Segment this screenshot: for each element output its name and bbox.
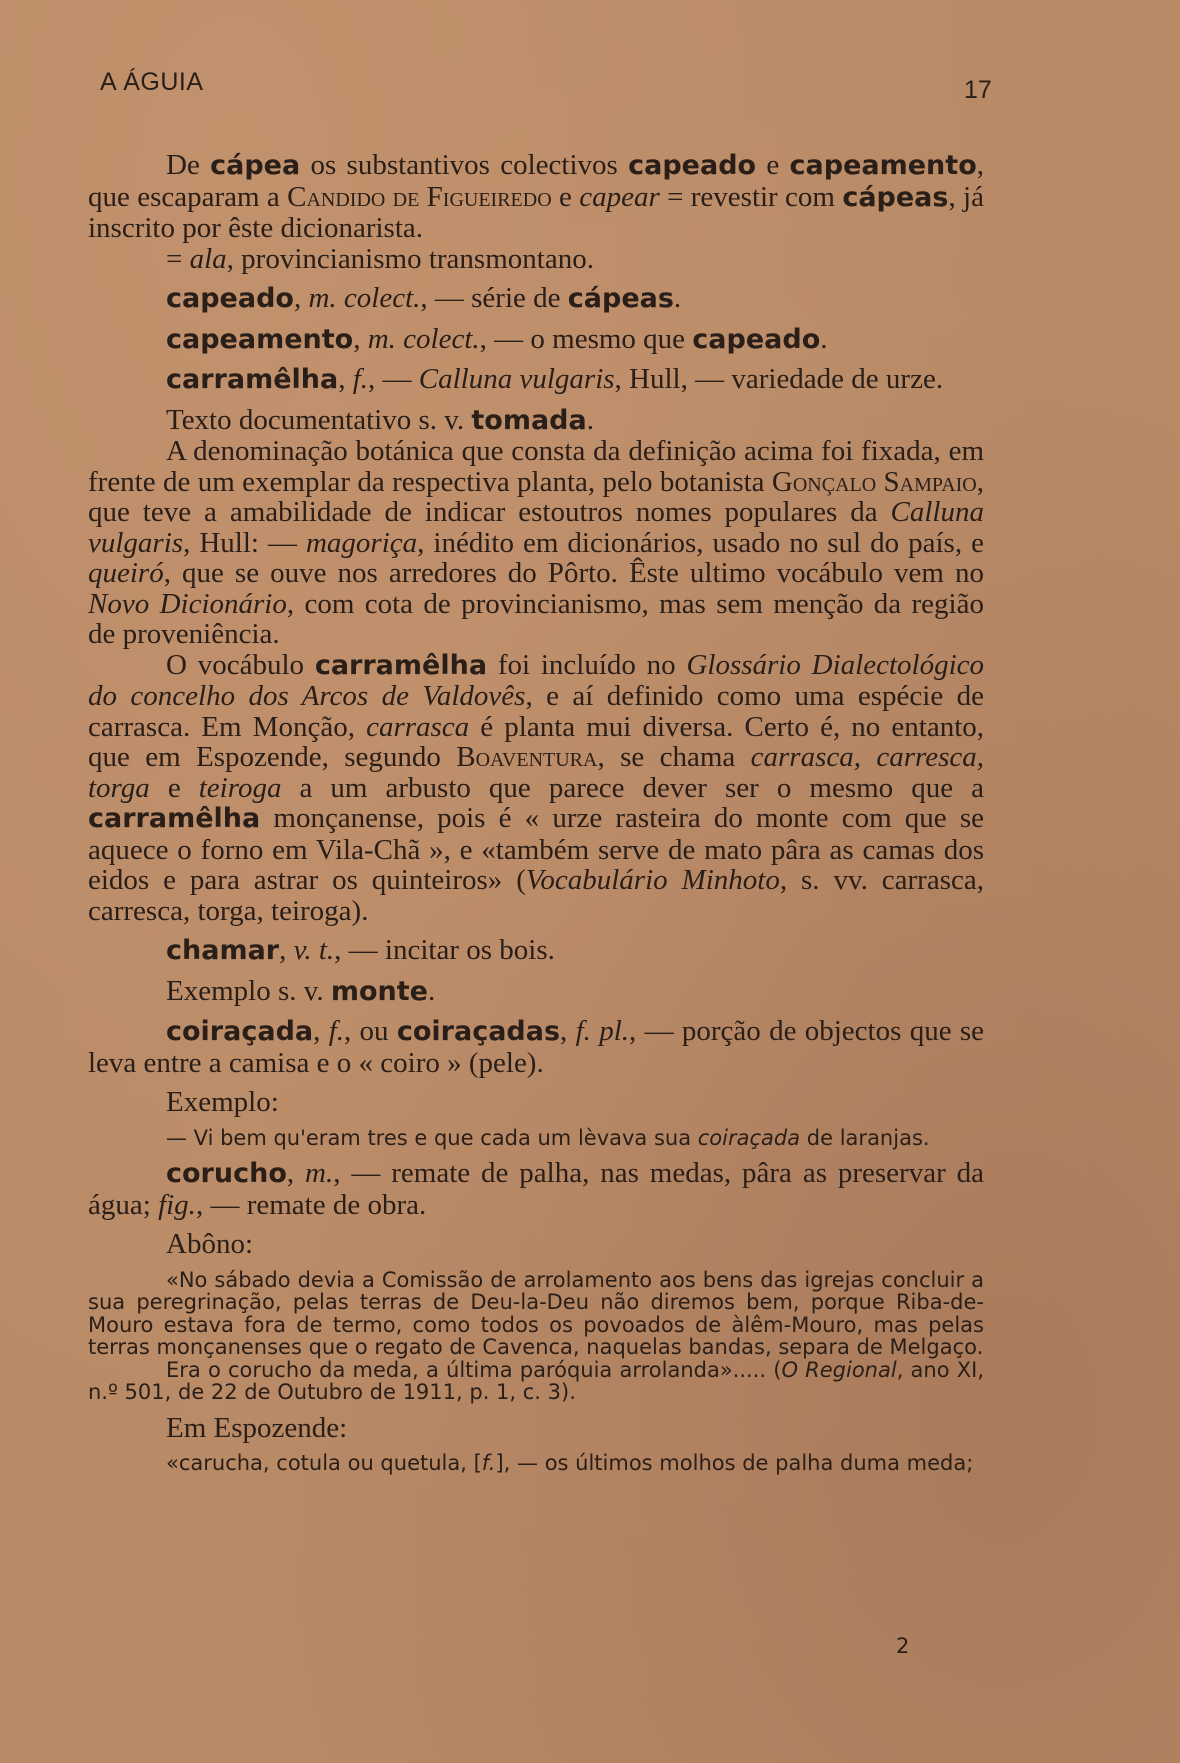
page-number: 17 bbox=[964, 76, 992, 104]
text-run: «No sábado devia a Comissão de arrolamento aos bens das igrejas concluir a sua peregrinação, pelas terras de Deu-la-Deu não diremos bem, porque Riba-de-Mouro estava fora de termo, como todos os povoados de àlêm-Mouro, mas pelas terras monçanenses que o regato de Cavenca, naquelas bandas, separa de Melgaço. bbox=[88, 1267, 984, 1359]
italic-term: fig. bbox=[158, 1188, 196, 1221]
signature-mark: 2 bbox=[896, 1634, 910, 1658]
text-run: , — série de bbox=[420, 282, 568, 314]
text-run: , — remate de obra. bbox=[195, 1188, 427, 1221]
italic-term: Calluna vulgaris bbox=[418, 363, 615, 395]
headword: monte bbox=[330, 975, 428, 1007]
italic-term: m. colect. bbox=[367, 322, 480, 355]
small-caps-name: Boaventura bbox=[456, 741, 598, 773]
headword: cápeas bbox=[567, 283, 674, 314]
text-run: , que escaparam a bbox=[88, 149, 984, 213]
text-run: Exemplo: bbox=[166, 1086, 279, 1118]
headword: cápeas bbox=[842, 181, 949, 213]
text-run: Texto documentativo s. v. bbox=[166, 403, 472, 436]
headword: cápea bbox=[210, 150, 301, 181]
text-run: . bbox=[427, 974, 436, 1007]
italic-term: Calluna vulgaris bbox=[88, 496, 984, 559]
headword: capeamento bbox=[789, 150, 977, 181]
text-run: , bbox=[560, 1015, 576, 1047]
headword: capeado bbox=[166, 283, 294, 314]
italic-term: m. bbox=[305, 1157, 334, 1189]
text-run: de laranjas. bbox=[800, 1125, 930, 1150]
text-run: , inédito em dicionários, usado no sul do país, e bbox=[417, 526, 984, 559]
headword: capeamento bbox=[166, 323, 354, 355]
text-run: ], — os últimos molhos de palha duma meda; bbox=[495, 1451, 974, 1475]
italic-term: Glossário Dialectológico do concelho dos Arcos de Valdovês bbox=[88, 648, 984, 712]
text-run: , bbox=[353, 322, 368, 355]
dictionary-entry bbox=[88, 935, 984, 967]
text-run: , bbox=[293, 282, 309, 314]
italic-term: ala bbox=[189, 242, 227, 275]
quotation bbox=[88, 1269, 984, 1359]
dictionary-entry bbox=[88, 324, 984, 356]
text-run: A denominação botánica que consta da definição acima foi fixada, em frente de um exemplar da respectiva planta, pelo botanista bbox=[88, 435, 984, 498]
text-run: , s. vv. carrasca, carresca, torga, teiroga). bbox=[88, 864, 984, 927]
italic-term: magoriça bbox=[305, 526, 418, 559]
text-run: Abôno: bbox=[166, 1228, 253, 1260]
text-run: , — o mesmo que bbox=[479, 322, 693, 355]
text-run: , bbox=[279, 934, 294, 966]
text-run: , e aí definido como uma espécie de carrasca. Em Monção, bbox=[88, 680, 984, 743]
headword: carramêlha bbox=[166, 364, 339, 395]
italic-term: carrasca, carresca, torga bbox=[88, 741, 984, 804]
text-run: , com cota de provincianismo, mas sem menção da região de proveniência. bbox=[88, 587, 984, 650]
text-run: . bbox=[673, 282, 682, 314]
text-run: , ano XI, n.º 501, de 22 de Outubro de 1911, p. 1, c. 3). bbox=[88, 1357, 984, 1404]
paragraph bbox=[88, 1087, 984, 1118]
text-run: e bbox=[551, 180, 580, 213]
text-run: = revestir com bbox=[659, 180, 843, 213]
text-run: , se chama bbox=[597, 741, 751, 773]
headword: carramêlha bbox=[88, 803, 261, 834]
italic-term: m. colect. bbox=[308, 282, 421, 314]
dictionary-entry bbox=[88, 1016, 984, 1078]
headword: capeado bbox=[628, 150, 757, 181]
text-run: , — porção de objectos que se leva entre a camisa e o « coiro » (pele). bbox=[88, 1015, 985, 1079]
paragraph bbox=[88, 1229, 984, 1260]
italic-term: v. t. bbox=[293, 934, 335, 966]
text-run: , já inscrito por êste dicionarista. bbox=[88, 180, 984, 244]
italic-term: carrasca bbox=[366, 710, 470, 743]
text-run: , Hull, — variedade de urze. bbox=[614, 363, 944, 395]
text-run: , bbox=[338, 363, 353, 395]
text-run: é planta mui diversa. Certo é, no entanto, que em Espozende, segundo bbox=[88, 710, 984, 773]
text-run: monçanense, pois é « urze rasteira do monte com que se aquece o forno em Vila-Chã », e «também serve de mato pâra as camas dos eidos e para astrar os quinteiros» ( bbox=[88, 802, 984, 896]
paragraph bbox=[88, 436, 984, 650]
text-run: , bbox=[286, 1157, 306, 1189]
italic-term: queiró bbox=[88, 557, 164, 589]
italic-term: teiroga bbox=[198, 771, 282, 804]
headword: coiraçadas bbox=[396, 1016, 561, 1047]
text-run: Era o corucho da meda, a última paróquia arrolanda»..... ( bbox=[166, 1357, 782, 1382]
text-run: e bbox=[756, 149, 790, 181]
text-run: e bbox=[149, 771, 199, 804]
text-run: . bbox=[820, 322, 828, 355]
italic-term: Novo Dicionário bbox=[88, 587, 287, 620]
text-run: , — bbox=[368, 363, 419, 395]
text-run: Em Espozende: bbox=[166, 1411, 348, 1444]
page-body bbox=[88, 150, 984, 1475]
text-run: O vocábulo bbox=[166, 648, 315, 681]
headword: corucho bbox=[166, 1158, 287, 1189]
small-caps-name: Gonçalo Sampaio bbox=[771, 465, 977, 498]
running-title: A ÁGUIA bbox=[100, 68, 204, 96]
quotation bbox=[88, 1127, 984, 1150]
text-run: . bbox=[586, 403, 594, 436]
text-run: De bbox=[166, 149, 211, 181]
italic-term: f. bbox=[352, 363, 369, 395]
text-run: , que se ouve nos arredores do Pôrto. Êste ultimo vocábulo vem no bbox=[163, 557, 984, 589]
headword: coiraçada bbox=[166, 1016, 314, 1047]
quotation bbox=[88, 1452, 984, 1475]
italic-term: f. pl. bbox=[575, 1015, 630, 1047]
small-caps-name: Candido de Figueiredo bbox=[287, 180, 552, 213]
italic-term: coiraçada bbox=[697, 1125, 801, 1150]
paragraph bbox=[88, 405, 984, 437]
text-run: , que teve a amabilidade de indicar estoutros nomes populares da bbox=[88, 465, 984, 528]
headword: tomada bbox=[471, 404, 587, 436]
text-run: , bbox=[313, 1015, 329, 1047]
italic-term: f. bbox=[481, 1451, 496, 1475]
paragraph bbox=[88, 976, 984, 1008]
text-run: Exemplo s. v. bbox=[166, 974, 331, 1007]
paragraph bbox=[88, 150, 984, 244]
text-run: a um arbusto que parece dever ser o mesmo que a bbox=[281, 771, 985, 804]
paragraph bbox=[88, 650, 984, 927]
paragraph bbox=[88, 244, 984, 275]
headword: capeado bbox=[692, 323, 821, 355]
dictionary-entry bbox=[88, 364, 984, 396]
text-run: os substantivos colectivos bbox=[300, 149, 629, 181]
italic-term: O Regional bbox=[781, 1357, 897, 1382]
dictionary-entry bbox=[88, 283, 984, 315]
headword: chamar bbox=[166, 935, 280, 966]
dictionary-entry bbox=[88, 1158, 984, 1220]
text-run: , Hull: — bbox=[183, 526, 306, 559]
text-run: = bbox=[166, 242, 190, 275]
text-run: — Vi bem qu'eram tres e que cada um lèvava sua bbox=[166, 1125, 698, 1150]
text-run: , — incitar os bois. bbox=[334, 934, 555, 966]
text-run: , provincianismo transmontano. bbox=[226, 242, 594, 275]
italic-term: Vocabulário Minhoto bbox=[525, 864, 780, 896]
quotation bbox=[88, 1359, 984, 1404]
italic-term: capear bbox=[579, 180, 660, 213]
text-run: , — remate de palha, nas medas, pâra as preservar da água; bbox=[88, 1157, 985, 1221]
headword: carramêlha bbox=[314, 649, 488, 681]
text-run: «carucha, cotula ou quetula, [ bbox=[166, 1451, 482, 1475]
text-run: , ou bbox=[344, 1015, 397, 1047]
text-run: foi incluído no bbox=[487, 648, 687, 681]
paragraph bbox=[88, 1413, 984, 1444]
italic-term: f. bbox=[328, 1015, 344, 1047]
